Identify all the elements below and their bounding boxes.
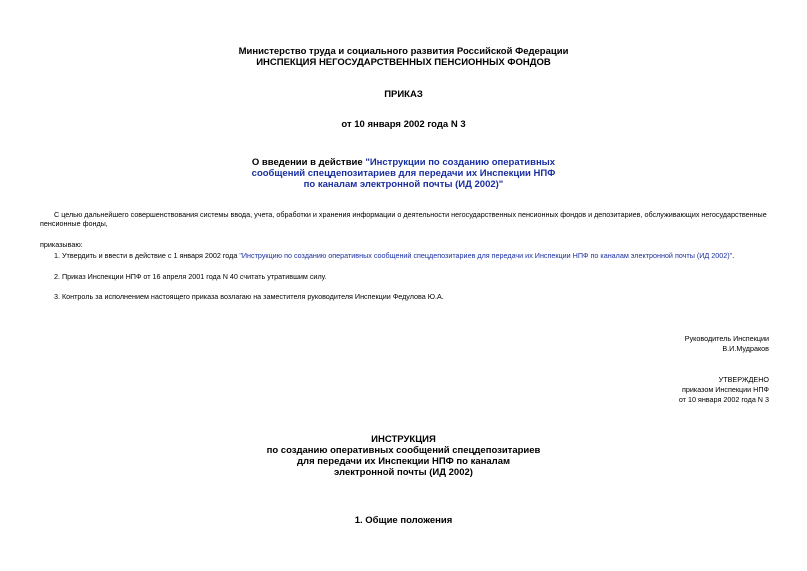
section-1-title: 1. Общие положения [354, 515, 453, 526]
approval-line2: приказом Инспекции НПФ [681, 385, 769, 394]
ministry-title: Министерство труда и социального развития Российской Федерации [238, 46, 569, 57]
signature-position: Руководитель Инспекции [684, 334, 769, 343]
inspection-title: ИНСПЕКЦИЯ НЕГОСУДАРСТВЕННЫХ ПЕНСИОННЫХ ФОНДОВ [256, 57, 551, 68]
order-subject-prefix: О введении в действие [251, 157, 366, 168]
order-title: ПРИКАЗ [384, 89, 423, 100]
approval-line3: от 10 января 2002 года N 3 [678, 395, 769, 404]
order-item-3: 3. Контроль за исполнением настоящего приказа возлагаю на заместителя руководителя Инспекции Федулова Ю.А. [54, 292, 444, 301]
order-item-1-prefix: 1. Утвердить и ввести в действие с 1 января 2002 года [54, 251, 240, 260]
order-item-2: 2. Приказ Инспекции НПФ от 16 апреля 2001 года N 40 считать утратившим силу. [54, 272, 327, 281]
instruction-title: ИНСТРУКЦИЯ [371, 434, 436, 445]
instruction-subtitle-line2: для передачи их Инспекции НПФ по каналам [297, 456, 510, 467]
instruction-subtitle-line3: электронной почты (ИД 2002) [334, 467, 473, 478]
order-item-1 [54, 251, 734, 261]
order-date-number: от 10 января 2002 года N 3 [341, 119, 466, 130]
instruction-subtitle-line1: по созданию оперативных сообщений спецдепозитариев [266, 445, 541, 456]
approval-line1: УТВЕРЖДЕНО [718, 375, 769, 384]
order-item-1-link[interactable]: "Инструкцию по созданию оперативных сообщений спецдепозитариев для передачи их Инспекции НПФ по каналам электронной почты (ИД 2002)" [239, 251, 733, 260]
order-subject-line1 [0, 157, 807, 168]
intro-paragraph-line1: С целью дальнейшего совершенствования системы ввода, учета, обработки и хранения информации о деятельности негосударственных пенсионных фондов и депозитариев, обслуживающих негосударственные [54, 210, 767, 219]
signature-name: В.И.Мудраков [722, 344, 769, 353]
intro-paragraph-line2: пенсионные фонды, [40, 219, 108, 228]
instruction-link-line3[interactable]: по каналам электронной почты (ИД 2002)" [303, 179, 504, 190]
order-word: приказываю: [40, 240, 83, 249]
instruction-link-line2[interactable]: сообщений спецдепозитариев для передачи их Инспекции НПФ [251, 168, 556, 179]
instruction-link-line1[interactable]: "Инструкции по созданию оперативных [365, 157, 556, 168]
order-item-1-suffix: . [732, 251, 735, 260]
